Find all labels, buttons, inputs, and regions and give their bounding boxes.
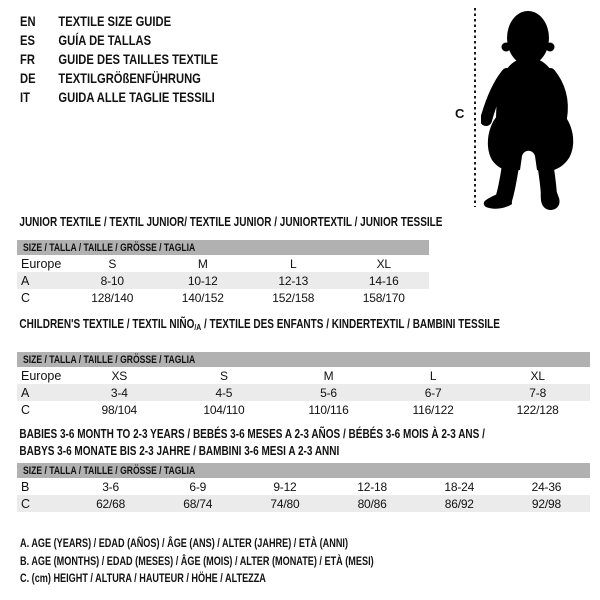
lang-title-en: TEXTILE SIZE GUIDE (58, 12, 172, 29)
lang-row-fr (20, 49, 268, 68)
table-cell: S (108, 256, 117, 271)
babies-size-header-bar (17, 463, 590, 478)
lang-title-it: GUIDA ALLE TAGLIE TESSILI (58, 88, 215, 105)
children-height-row (17, 401, 590, 418)
table-cell: 110/116 (308, 402, 349, 417)
table-cell: 4-5 (215, 385, 233, 400)
junior-size-table-section (17, 214, 443, 306)
children-title-rest: / TEXTILE DES ENFANTS / KINDERTEXTIL / BAMBINI TESSILE (201, 317, 500, 331)
table-cell: 152/158 (272, 290, 315, 305)
lang-row-es (20, 30, 268, 49)
junior-height-row (17, 289, 429, 306)
toddler-silhouette-figure (481, 8, 597, 213)
lang-row-de (20, 68, 268, 87)
row-label: C (21, 496, 31, 511)
children-europe-row (17, 367, 590, 384)
children-title-subscript: /A (194, 322, 202, 332)
babies-size-header-text: SIZE / TALLA / TAILLE / GRÖSSE / TAGLIA (23, 464, 196, 477)
table-cell: 104/110 (203, 402, 245, 417)
height-marker-label: C (455, 106, 465, 121)
table-cell: XL (530, 368, 545, 383)
footnote-height-cm: C. (cm) HEIGHT / ALTURA / HAUTEUR / HÖHE / ALTEZZA (20, 571, 266, 585)
table-cell: XS (111, 368, 128, 383)
table-cell: L (290, 256, 297, 271)
children-size-header-bar (17, 352, 590, 367)
table-cell: 140/152 (181, 290, 224, 305)
lang-code-es: ES (20, 31, 35, 48)
junior-table-title: JUNIOR TEXTILE / TEXTIL JUNIOR/ TEXTILE JUNIOR / JUNIORTEXTIL / JUNIOR TESSILE (19, 215, 443, 229)
junior-europe-row (17, 255, 429, 272)
row-label: B (21, 479, 30, 494)
lang-title-fr: GUIDE DES TAILLES TEXTILE (58, 50, 219, 67)
babies-age-row (17, 478, 590, 495)
row-label: Europe (21, 368, 62, 383)
table-cell: M (323, 368, 334, 383)
table-cell: XL (376, 256, 391, 271)
table-cell: 3-6 (102, 479, 119, 494)
table-cell: S (219, 368, 228, 383)
table-cell: 14-16 (368, 273, 399, 288)
table-cell: 74/80 (270, 496, 300, 511)
table-cell: 5-6 (320, 385, 337, 400)
table-cell: 8-10 (100, 273, 124, 288)
table-cell: 10-12 (187, 273, 218, 288)
row-label: A (21, 385, 30, 400)
lang-title-es: GUÍA DE TALLAS (58, 31, 152, 48)
children-table-title (17, 316, 500, 335)
table-cell: 158/170 (362, 290, 405, 305)
lang-code-fr: FR (20, 50, 35, 67)
table-cell: 12-13 (278, 273, 309, 288)
lang-row-en (20, 11, 268, 30)
table-cell: 12-18 (357, 479, 387, 494)
row-label: A (21, 273, 30, 288)
babies-height-row (17, 495, 590, 512)
table-cell: 7-8 (529, 385, 547, 400)
junior-age-row (17, 272, 429, 289)
lang-code-it: IT (20, 88, 30, 105)
table-cell: 18-24 (444, 479, 475, 494)
table-cell: 24-36 (531, 479, 562, 494)
table-cell: 6-7 (424, 385, 442, 400)
table-cell: L (429, 368, 437, 383)
table-cell: 62/68 (96, 496, 126, 511)
legend-footnotes (20, 535, 485, 588)
language-title-block (20, 11, 268, 106)
table-cell: 122/128 (516, 402, 559, 417)
table-cell: 3-4 (110, 385, 128, 400)
footnote-age-months: B. AGE (MONTHS) / EDAD (MESES) / ÂGE (MOIS) / ALTER (MONATE) / ETÀ (MESI) (20, 553, 374, 568)
table-cell: 9-12 (273, 479, 297, 494)
children-age-row (17, 384, 590, 401)
children-size-header-text: SIZE / TALLA / TAILLE / GRÖSSE / TAGLIA (23, 353, 196, 366)
height-measure-dotted-line (474, 8, 476, 207)
row-label: C (21, 290, 31, 305)
babies-title-line2: BABYS 3-6 MONATE BIS 2-3 JAHRE / BAMBINI 3-6 MESI A 2-3 ANNI (19, 444, 340, 458)
lang-row-it (20, 87, 268, 106)
lang-title-de: TEXTILGRÖßENFÜHRUNG (58, 69, 201, 86)
lang-code-en: EN (20, 12, 36, 29)
lang-code-de: DE (20, 69, 36, 86)
babies-title-line1: BABIES 3-6 MONTH TO 2-3 YEARS / BEBÉS 3-6 MESES A 2-3 AÑOS / BÉBÉS 3-6 MOIS À 2-3 ANS / (19, 427, 485, 441)
table-cell: 116/122 (412, 402, 454, 417)
babies-size-table-section (17, 426, 590, 512)
footnote-age-years: A. AGE (YEARS) / EDAD (AÑOS) / ÂGE (ANS) / ALTER (JAHRE) / ETÀ (ANNI) (20, 536, 348, 550)
table-cell: 98/104 (101, 402, 138, 417)
row-label: C (21, 402, 31, 417)
table-cell: 80/86 (357, 496, 387, 511)
children-size-table-section (17, 316, 590, 418)
junior-size-header-text: SIZE / TALLA / TAILLE / GRÖSSE / TAGLIA (23, 241, 196, 254)
children-title-main: CHILDREN'S TEXTILE / TEXTIL NIÑO (19, 317, 195, 331)
table-cell: 92/98 (531, 496, 561, 511)
junior-size-header-bar (17, 240, 429, 255)
table-cell: 68/74 (183, 496, 213, 511)
table-cell: 6-9 (189, 479, 207, 494)
table-cell: 86/92 (444, 496, 474, 511)
table-cell: M (197, 256, 208, 271)
row-label: Europe (21, 256, 62, 271)
table-cell: 128/140 (91, 290, 134, 305)
babies-table-title (17, 426, 485, 460)
